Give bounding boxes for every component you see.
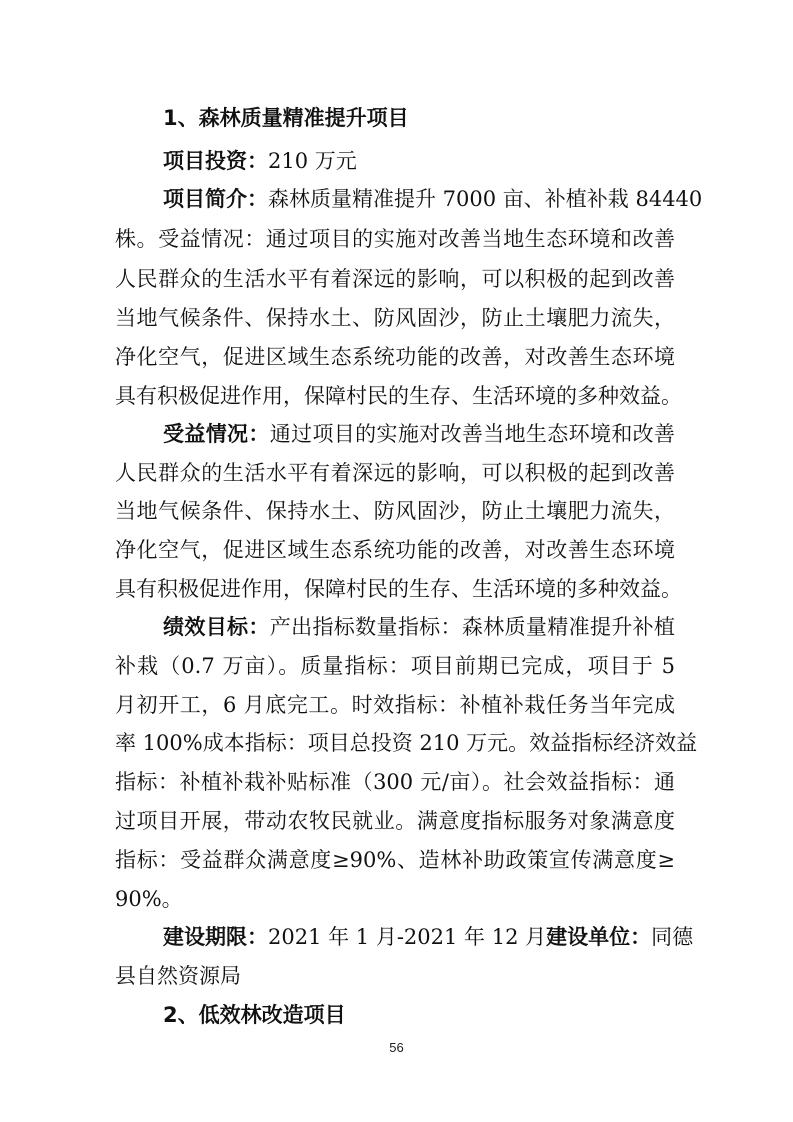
performance-line-1 [163,612,675,642]
unit-label: 建设单位： [546,925,652,949]
performance-line-4: 率 100%成本指标：项目总投资 210 万元。效益指标经济效益 [115,731,698,755]
period-text: 2021 年 1 月-2021 年 12 月 [268,925,547,949]
unit-text: 同德 [651,925,694,949]
period-label: 建设期限： [163,925,268,949]
section-2-heading: 2、低效林改造项目 [163,1003,346,1027]
intro-line-5: 净化空气，促进区域生态系统功能的改善，对改善生态环境 [115,345,675,369]
period-line-2: 县自然资源局 [115,964,241,988]
benefit-line-5: 具有积极促进作用，保障村民的生存、生活环境的多种效益。 [115,577,682,601]
benefit-label: 受益情况： [163,422,270,446]
page-number: 56 [389,1040,404,1055]
benefit-text-1: 通过项目的实施对改善当地生态环境和改善 [269,422,676,446]
benefit-line-3: 当地气候条件、保持水土、防风固沙，防止土壤肥力流失， [115,499,675,523]
performance-line-5: 指标：补植补栽补贴标准（300 元/亩）。社会效益指标：通 [115,770,675,794]
performance-text-1: 产出指标数量指标：森林质量精准提升补植 [269,615,676,639]
performance-line-7: 指标：受益群众满意度≥90%、造林补助政策宣传满意度≥ [115,848,675,872]
intro-line-3: 人民群众的生活水平有着深远的影响，可以积极的起到改善 [115,267,675,291]
intro-line-1 [163,184,703,214]
intro-line-2: 株。受益情况：通过项目的实施对改善当地生态环境和改善 [115,227,675,251]
performance-line-3: 月初开工，6 月底完工。时效指标：补植补栽任务当年完成 [115,693,675,717]
benefit-line-4: 净化空气，促进区域生态系统功能的改善，对改善生态环境 [115,538,675,562]
performance-line-8: 90%。 [115,887,183,911]
benefit-line-2: 人民群众的生活水平有着深远的影响，可以积极的起到改善 [115,461,675,485]
investment-line [163,146,675,176]
intro-label: 项目简介： [163,187,268,211]
period-line-1 [163,922,694,952]
intro-line-6: 具有积极促进作用，保障村民的生存、生活环境的多种效益。 [115,384,682,408]
performance-line-6: 过项目开展，带动农牧民就业。满意度指标服务对象满意度 [115,809,675,833]
investment-text: 210 万元 [268,149,357,173]
intro-text-1: 森林质量精准提升 7000 亩、补植补栽 84440 [268,187,703,211]
benefit-line-1 [163,419,675,449]
investment-label: 项目投资： [163,149,268,173]
performance-label: 绩效目标： [163,615,270,639]
intro-line-4: 当地气候条件、保持水土、防风固沙，防止土壤肥力流失， [115,306,675,330]
section-1-heading: 1、森林质量精准提升项目 [163,106,409,130]
performance-line-2: 补栽（0.7 万亩）。质量指标：项目前期已完成，项目于 5 [115,654,675,678]
